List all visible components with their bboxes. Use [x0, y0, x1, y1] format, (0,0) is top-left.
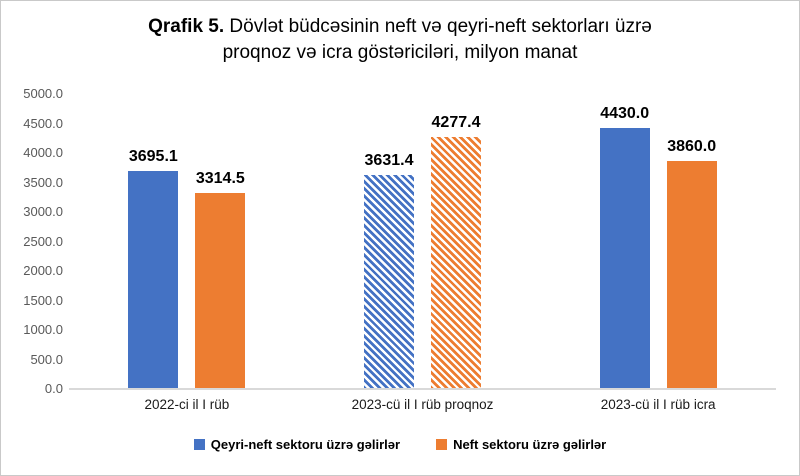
bar-qeyri-neft [600, 128, 650, 389]
bar-column [195, 170, 245, 389]
chart-title-line1-text: Dövlət büdcəsinin neft və qeyri-neft sektorları üzrə [224, 16, 652, 37]
legend-item [194, 437, 400, 452]
bar-value-label: 3631.4 [364, 151, 414, 169]
chart-title-line1 [1, 14, 799, 40]
legend-item [436, 437, 606, 452]
y-tick-label: 3500.0 [23, 174, 63, 190]
bar-column [667, 138, 717, 389]
legend-swatch-icon [194, 439, 205, 450]
y-tick-label: 4500.0 [23, 115, 63, 131]
y-axis-ticks [1, 86, 63, 396]
x-axis-category-label: 2023-cü il I rüb icra [600, 397, 716, 412]
y-tick-label: 3000.0 [23, 204, 63, 219]
y-tick-label: 500.0 [30, 351, 63, 367]
chart-title [1, 14, 799, 66]
legend-label: Neft sektoru üzrə gəlirlər [453, 437, 607, 452]
bar-value-label: 4277.4 [431, 113, 481, 131]
bar-group [540, 94, 776, 389]
bar-group [69, 94, 305, 389]
bar-column [431, 114, 481, 389]
y-tick-label: 0.0 [44, 381, 63, 396]
legend-swatch-icon [436, 439, 447, 450]
bar-qeyri-neft [364, 175, 414, 389]
bar-neft [667, 161, 717, 389]
bar-group [305, 94, 541, 389]
bar-value-label: 4430.0 [600, 104, 650, 122]
bar-neft [431, 137, 481, 389]
y-tick-label: 4000.0 [23, 145, 63, 160]
bar-column [600, 105, 650, 389]
legend-label: Qeyri-neft sektoru üzrə gəlirlər [210, 437, 401, 452]
bar-column [128, 148, 178, 389]
x-axis-category-label: 2022-ci il I rüb [144, 397, 230, 412]
y-tick-label: 1000.0 [23, 322, 63, 337]
x-axis-line [69, 388, 776, 390]
chart-title-prefix: Qrafik 5. [148, 16, 225, 37]
bar-qeyri-neft [128, 171, 178, 389]
bar-value-label: 3695.1 [128, 148, 178, 165]
y-tick-label: 2500.0 [23, 233, 63, 249]
bar-value-label: 3314.5 [195, 170, 245, 188]
chart-title-line2: proqnoz və icra göstəriciləri, milyon manat [222, 42, 578, 63]
x-axis-labels [69, 397, 776, 412]
bar-neft [195, 193, 245, 389]
y-tick-label: 2000.0 [23, 263, 63, 278]
y-tick-label: 5000.0 [23, 86, 63, 101]
bar-value-label: 3860.0 [667, 138, 717, 156]
bar-column [364, 152, 414, 389]
x-axis-category-label: 2023-cü il I rüb proqnoz [351, 397, 494, 412]
y-tick-label: 1500.0 [23, 292, 63, 308]
bar-groups [69, 94, 776, 389]
legend [1, 437, 799, 452]
